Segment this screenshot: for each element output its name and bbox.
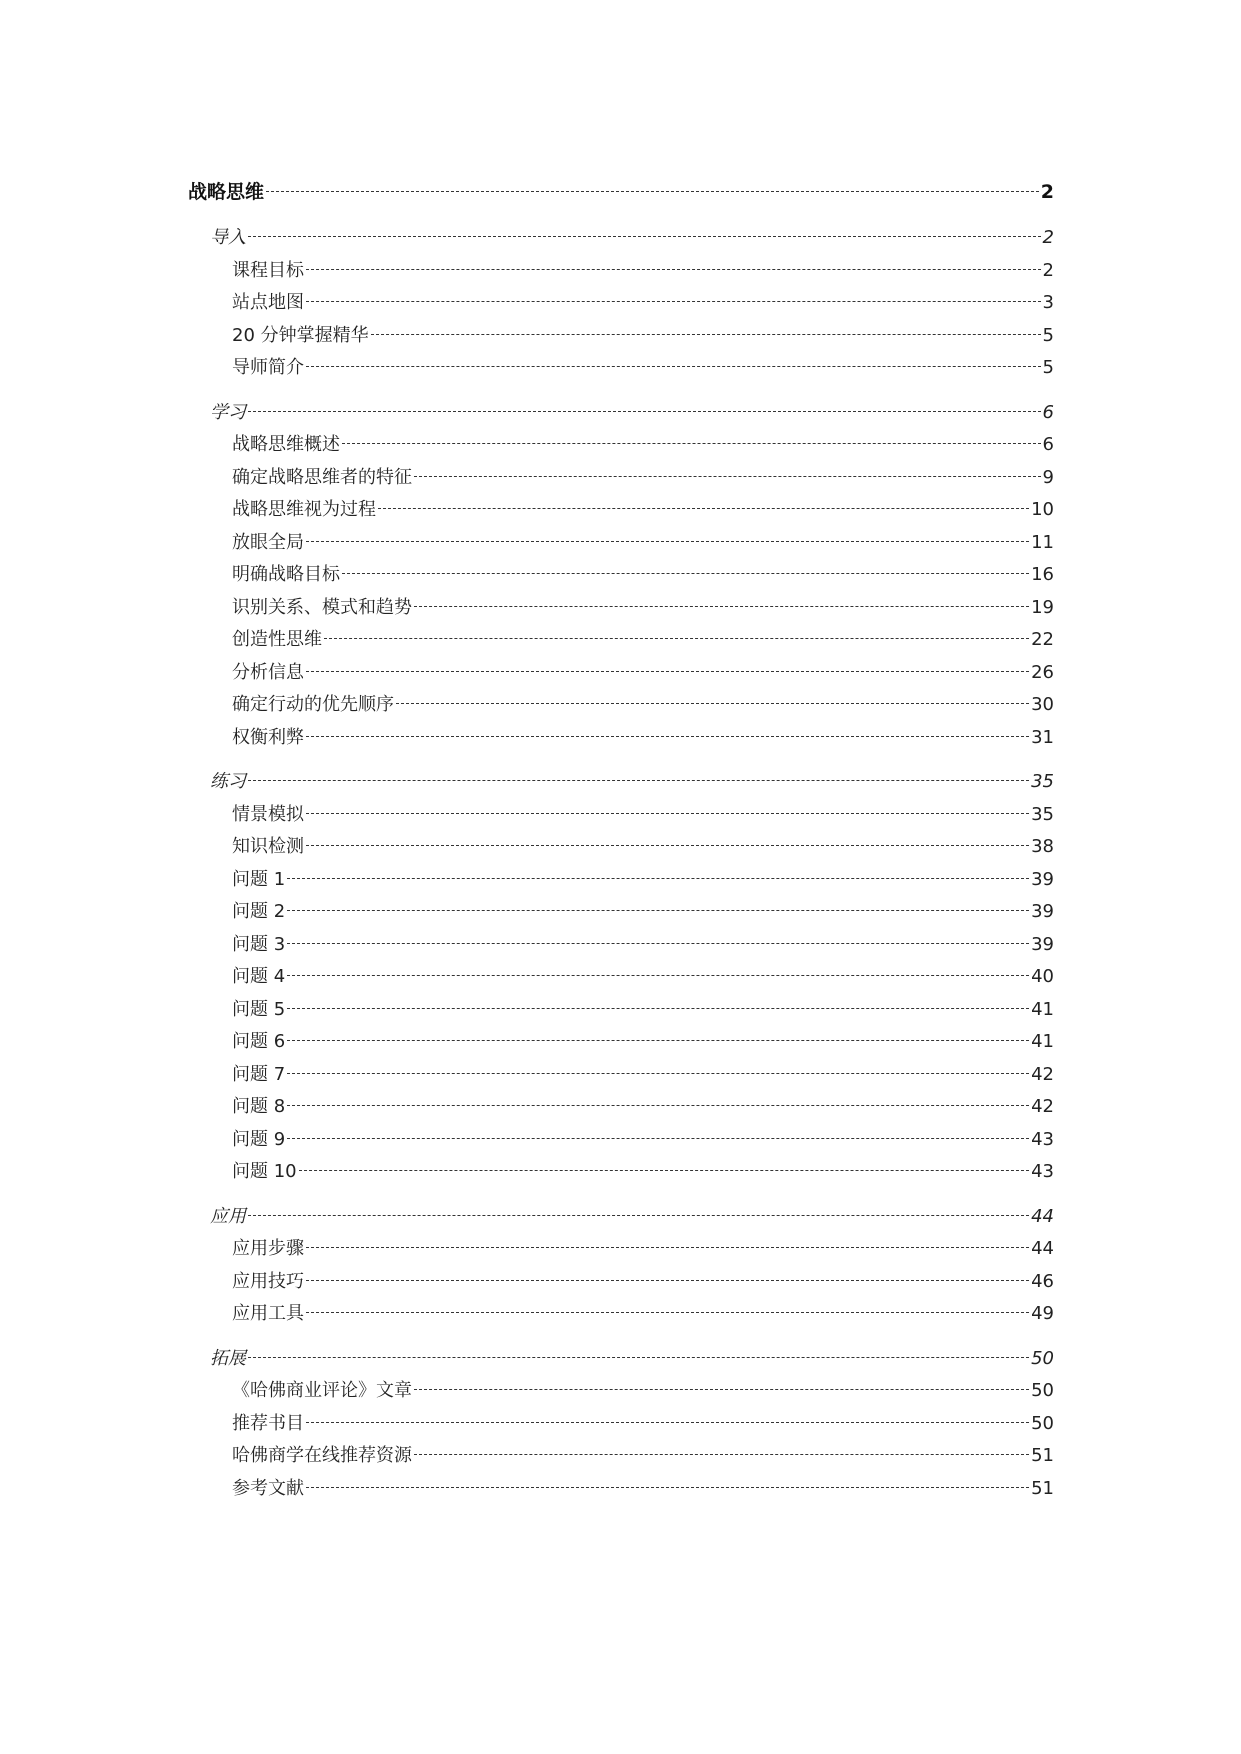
toc-entry-page-number: 43 [1031, 1161, 1054, 1182]
dot-leader [342, 573, 1029, 574]
toc-section-title: 拓展 [210, 1347, 246, 1369]
toc-entry-label: 20 分钟掌握精华 [232, 324, 369, 346]
toc-entry-label: 确定行动的优先顺序 [232, 694, 394, 715]
dot-leader [287, 1073, 1029, 1074]
toc-entry-page-number: 26 [1031, 661, 1054, 683]
toc-entry-page-number: 44 [1031, 1238, 1054, 1259]
toc-entry-label: 问题 7 [232, 1063, 286, 1085]
toc-title: 战略思维 [188, 181, 265, 203]
table-of-contents [188, 177, 1054, 1518]
toc-entry[interactable] [188, 1027, 1054, 1060]
dot-leader [306, 1312, 1029, 1313]
toc-entry-label: 问题 8 [232, 1096, 286, 1117]
toc-entry[interactable] [188, 930, 1054, 963]
dot-leader [287, 943, 1029, 944]
toc-section-page-number: 44 [1031, 1205, 1054, 1227]
toc-entry[interactable] [188, 625, 1054, 658]
toc-entry-label: 创造性思维 [232, 629, 322, 650]
toc-entry-page-number: 30 [1031, 694, 1054, 715]
toc-title-entry[interactable] [188, 177, 1054, 213]
dot-leader [248, 411, 1041, 412]
toc-entry[interactable] [188, 1267, 1054, 1300]
toc-entry[interactable] [188, 1409, 1054, 1442]
toc-entry-label: 应用技巧 [232, 1270, 304, 1292]
toc-entry-label: 问题 5 [232, 998, 286, 1020]
toc-entry-page-number: 5 [1042, 357, 1054, 378]
toc-entry-label: 参考文献 [232, 1477, 304, 1499]
toc-entry[interactable] [188, 353, 1054, 386]
dot-leader [299, 1170, 1029, 1171]
dot-leader [306, 736, 1029, 737]
dot-leader [306, 1280, 1029, 1281]
toc-entry-page-number: 50 [1031, 1380, 1054, 1401]
dot-leader [306, 1247, 1029, 1248]
toc-entry[interactable] [188, 1092, 1054, 1125]
toc-entry-page-number: 6 [1042, 434, 1054, 455]
dot-leader [324, 638, 1029, 639]
dot-leader [287, 1040, 1029, 1041]
toc-entry-page-number: 11 [1031, 531, 1054, 553]
toc-entry[interactable] [188, 256, 1054, 289]
dot-leader [248, 236, 1041, 237]
toc-entry[interactable] [188, 800, 1054, 833]
toc-section [188, 223, 1054, 386]
toc-section-heading[interactable] [188, 223, 1054, 256]
toc-section-heading[interactable] [188, 398, 1054, 431]
toc-entry[interactable] [188, 1157, 1054, 1190]
toc-section-page-number: 35 [1031, 771, 1054, 792]
toc-entry-label: 知识检测 [232, 836, 304, 857]
toc-entry-label: 战略思维视为过程 [232, 499, 376, 520]
dot-leader [396, 703, 1029, 704]
toc-entry[interactable] [188, 1376, 1054, 1409]
toc-entry-label: 确定战略思维者的特征 [232, 466, 412, 488]
toc-entry[interactable] [188, 1441, 1054, 1474]
toc-entry[interactable] [188, 288, 1054, 321]
toc-entry[interactable] [188, 528, 1054, 561]
toc-entry-page-number: 51 [1031, 1445, 1054, 1466]
toc-entry-label: 哈佛商学在线推荐资源 [232, 1445, 412, 1466]
dot-leader [414, 606, 1029, 607]
toc-entry-label: 站点地图 [232, 292, 304, 313]
toc-entry[interactable] [188, 962, 1054, 995]
toc-entry-label: 明确战略目标 [232, 564, 340, 585]
toc-entry-label: 识别关系、模式和趋势 [232, 596, 412, 618]
toc-section-title: 导入 [210, 227, 246, 248]
toc-entry-page-number: 22 [1031, 629, 1054, 650]
toc-entry-label: 问题 1 [232, 868, 286, 890]
toc-entry-page-number: 42 [1031, 1063, 1054, 1085]
toc-entry[interactable] [188, 560, 1054, 593]
toc-entry[interactable] [188, 593, 1054, 626]
toc-entry-label: 应用步骤 [232, 1238, 304, 1259]
toc-section-heading[interactable] [188, 767, 1054, 800]
toc-entry-label: 权衡利弊 [232, 726, 304, 748]
dot-leader [306, 541, 1029, 542]
toc-entry[interactable] [188, 865, 1054, 898]
toc-entry[interactable] [188, 723, 1054, 756]
dot-leader [306, 845, 1029, 846]
toc-entry-page-number: 42 [1031, 1096, 1054, 1117]
dot-leader [266, 191, 1039, 192]
toc-entry-page-number: 16 [1031, 564, 1054, 585]
toc-entry-page-number: 41 [1031, 1031, 1054, 1052]
dot-leader [371, 334, 1041, 335]
toc-entry-page-number: 43 [1031, 1128, 1054, 1150]
toc-section-title: 练习 [210, 771, 246, 792]
toc-entry[interactable] [188, 463, 1054, 496]
toc-entry-page-number: 5 [1042, 324, 1054, 346]
toc-entry-page-number: 41 [1031, 998, 1054, 1020]
toc-section-title: 应用 [210, 1205, 246, 1227]
toc-entry-page-number: 39 [1031, 901, 1054, 922]
toc-entry-page-number: 39 [1031, 933, 1054, 955]
dot-leader [248, 1215, 1029, 1216]
toc-entry-page-number: 2 [1042, 259, 1054, 281]
toc-entry-label: 《哈佛商业评论》文章 [232, 1380, 412, 1401]
toc-section-page-number: 2 [1042, 227, 1054, 248]
dot-leader [306, 1422, 1029, 1423]
dot-leader [287, 910, 1029, 911]
dot-leader [378, 508, 1029, 509]
dot-leader [287, 1008, 1029, 1009]
toc-entry-page-number: 19 [1031, 596, 1054, 618]
toc-entry-page-number: 50 [1031, 1412, 1054, 1434]
toc-section-heading[interactable] [188, 1344, 1054, 1377]
toc-entry-label: 问题 4 [232, 966, 286, 987]
dot-leader [306, 269, 1041, 270]
toc-entry[interactable] [188, 1299, 1054, 1332]
dot-leader [306, 301, 1041, 302]
dot-leader [248, 780, 1029, 781]
toc-section [188, 767, 1054, 1190]
toc-entry[interactable] [188, 1125, 1054, 1158]
dot-leader [414, 1454, 1029, 1455]
toc-entry[interactable] [188, 430, 1054, 463]
toc-entry-label: 问题 9 [232, 1128, 286, 1150]
dot-leader [306, 1487, 1029, 1488]
toc-entry-page-number: 3 [1042, 292, 1054, 313]
dot-leader [342, 443, 1041, 444]
toc-entry-label: 分析信息 [232, 661, 304, 683]
toc-entry-label: 推荐书目 [232, 1412, 304, 1434]
toc-entry-label: 导师简介 [232, 357, 304, 378]
dot-leader [248, 1357, 1029, 1358]
toc-entry-page-number: 10 [1031, 499, 1054, 520]
toc-entry-page-number: 40 [1031, 966, 1054, 987]
dot-leader [287, 1138, 1029, 1139]
dot-leader [287, 1105, 1029, 1106]
toc-section [188, 1344, 1054, 1507]
toc-entry[interactable] [188, 897, 1054, 930]
toc-entry[interactable] [188, 1234, 1054, 1267]
toc-entry[interactable] [188, 690, 1054, 723]
toc-entry-page-number: 9 [1042, 466, 1054, 488]
toc-entry-page-number: 49 [1031, 1303, 1054, 1324]
toc-entry-label: 课程目标 [232, 259, 304, 281]
toc-entry-label: 问题 2 [232, 901, 286, 922]
toc-sections [188, 223, 1054, 1506]
toc-entry[interactable] [188, 321, 1054, 354]
toc-entry-page-number: 51 [1031, 1477, 1054, 1499]
dot-leader [306, 813, 1029, 814]
toc-entry[interactable] [188, 658, 1054, 691]
dot-leader [414, 1389, 1029, 1390]
dot-leader [287, 878, 1029, 879]
toc-entry-label: 情景模拟 [232, 803, 304, 825]
toc-entry-page-number: 38 [1031, 836, 1054, 857]
toc-entry-label: 问题 6 [232, 1031, 286, 1052]
toc-entry-label: 放眼全局 [232, 531, 304, 553]
dot-leader [414, 476, 1041, 477]
toc-section [188, 1202, 1054, 1332]
toc-entry[interactable] [188, 832, 1054, 865]
toc-entry-label: 问题 10 [232, 1161, 297, 1182]
toc-entry-page-number: 39 [1031, 868, 1054, 890]
toc-entry-page-number: 31 [1031, 726, 1054, 748]
toc-entry[interactable] [188, 1474, 1054, 1507]
toc-section-title: 学习 [210, 401, 246, 423]
toc-section-page-number: 50 [1031, 1347, 1054, 1369]
toc-entry[interactable] [188, 495, 1054, 528]
toc-title-page-number: 2 [1040, 181, 1054, 203]
toc-entry-page-number: 46 [1031, 1270, 1054, 1292]
toc-entry-page-number: 35 [1031, 803, 1054, 825]
toc-entry[interactable] [188, 995, 1054, 1028]
toc-entry-label: 战略思维概述 [232, 434, 340, 455]
toc-section [188, 398, 1054, 756]
toc-section-heading[interactable] [188, 1202, 1054, 1235]
dot-leader [306, 671, 1029, 672]
toc-entry[interactable] [188, 1060, 1054, 1093]
toc-entry-label: 问题 3 [232, 933, 286, 955]
dot-leader [287, 975, 1029, 976]
dot-leader [306, 366, 1041, 367]
toc-entry-label: 应用工具 [232, 1303, 304, 1324]
toc-section-page-number: 6 [1042, 401, 1054, 423]
